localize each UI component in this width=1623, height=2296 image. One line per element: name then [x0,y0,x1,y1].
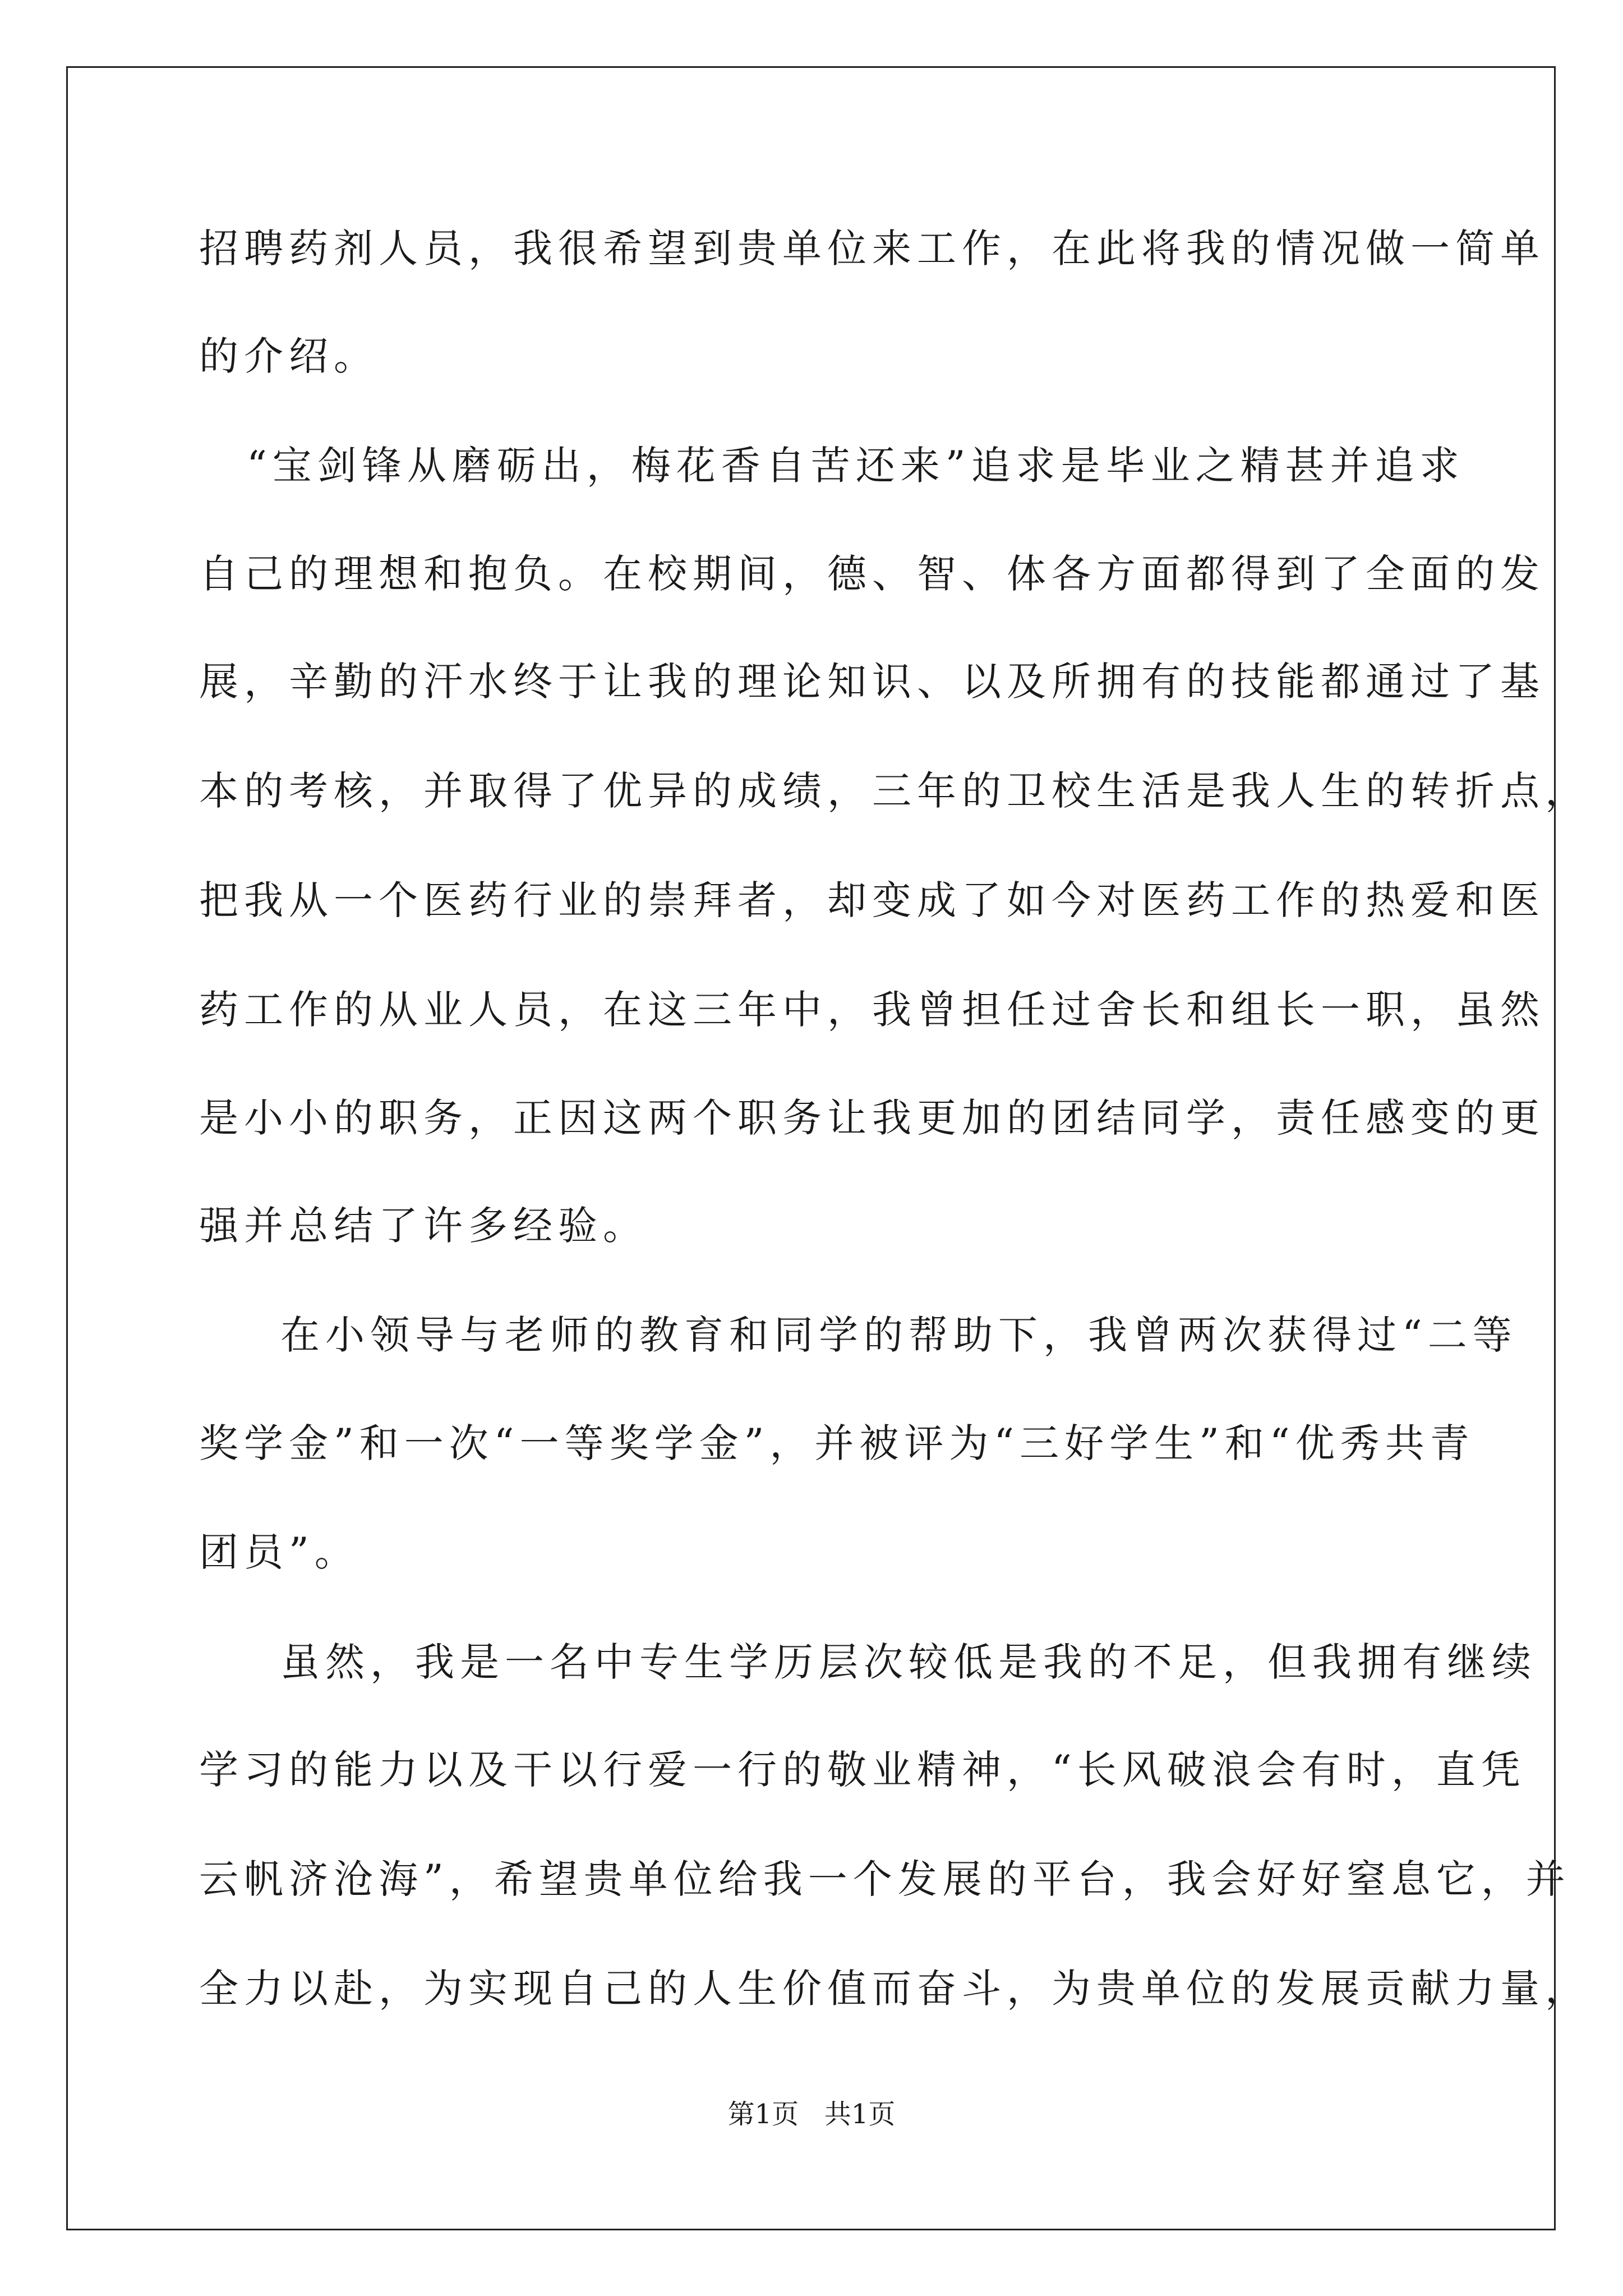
paragraph-first-line: “宝剑锋从磨砺出，梅花香自苦还来”追求是毕业之精甚并追求 [247,443,1465,489]
body-line: 招聘药剂人员，我很希望到贵单位来工作，在此将我的情况做一简单 [199,226,1545,272]
body-line: 本的考核，并取得了优异的成绩，三年的卫校生活是我人生的转折点， [199,768,1590,814]
body-line: 团员”。 [199,1529,359,1575]
body-line: 自己的理想和抱负。在校期间，德、智、体各方面都得到了全面的发 [199,551,1545,597]
body-line: 把我从一个医药行业的崇拜者，却变成了如今对医药工作的热爱和医 [199,877,1545,923]
body-line: 云帆济沧海”，希望贵单位给我一个发展的平台，我会好好窒息它，并 [199,1856,1571,1902]
paragraph-first-line: 虽然，我是一名中专生学历层次较低是我的不足，但我拥有继续 [280,1639,1537,1685]
body-line: 展，辛勤的汗水终于让我的理论知识、以及所拥有的技能都通过了基 [199,659,1545,705]
body-line: 强并总结了许多经验。 [199,1203,648,1249]
page-border [66,66,1556,2230]
body-line: 是小小的职务，正因这两个职务让我更加的团结同学，责任感变的更 [199,1095,1545,1141]
body-line: 学习的能力以及干以行爱一行的敬业精神，“长风破浪会有时，直凭 [199,1747,1526,1793]
body-line: 奖学金”和一次“一等奖学金”，并被评为“三好学生”和“优秀共青 [199,1420,1475,1466]
body-line: 全力以赴，为实现自己的人生价值而奋斗，为贵单位的发展贡献力量， [199,1966,1590,2012]
body-line: 的介绍。 [199,333,379,379]
body-line: 药工作的从业人员，在这三年中，我曾担任过舍长和组长一职，虽然 [199,987,1545,1033]
page-number-footer: 第1页 共1页 [727,2099,896,2130]
paragraph-first-line: 在小领导与老师的教育和同学的帮助下，我曾两次获得过“二等 [280,1312,1518,1358]
